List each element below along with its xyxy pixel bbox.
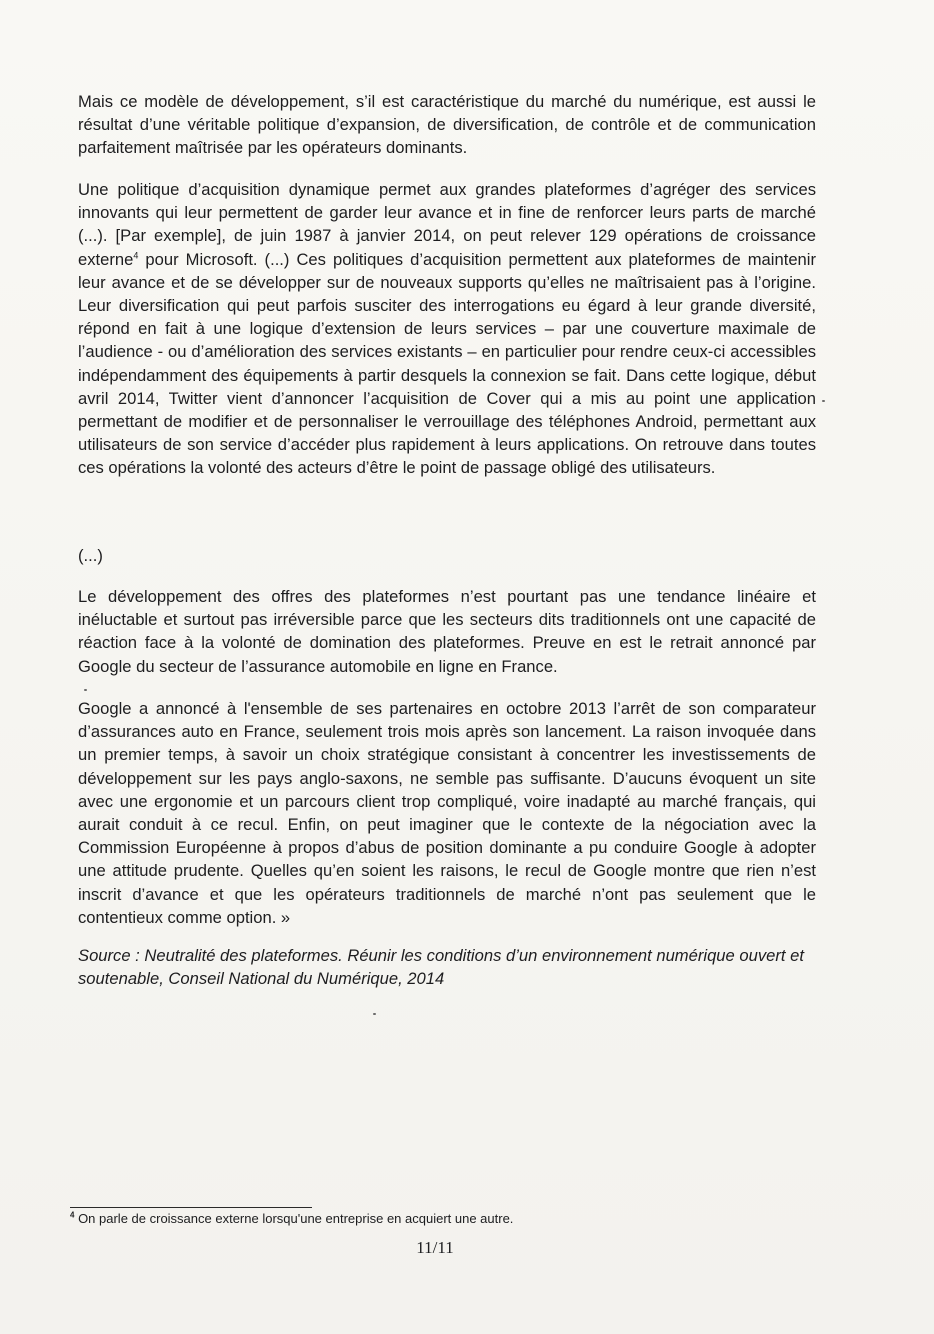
source-citation [78,944,816,990]
paragraph-acquisition-policy [78,178,816,480]
paper-speck [373,1013,376,1015]
footnote [70,1211,630,1227]
ellipsis-paragraph: (...) [78,546,103,565]
footnote-text: On parle de croissance externe lorsqu'une entreprise en acquiert une autre. [74,1211,514,1226]
paragraph-offer-development: Le développement des offres des plateformes n’est pourtant pas une tendance linéaire et inéluctable et surtout pas irréversible parce que les secteurs dits traditionnels ont une capacité de réaction face à la volonté de domination des plateformes. Preuve en est le retrait annoncé par Google du secteur de l’assurance automobile en ligne en France. [78,587,816,676]
paragraph-acquisition-policy-part-2: pour Microsoft. (...) Ces politiques d’acquisition permettent aux plateformes de maintenir leur avance et de se développer sur de nouveaux supports qu’elles ne maîtrisaient pas à l’origine. Leur diversification qui peut parfois susciter des interrogations eu égard à leur grande diversité, répond en fait à une logique d’extension de leurs services – par une couverture maximale de l’audience - ou d’amélioration des services existants – en particulier pour rendre ceux-ci accessibles indépendamment des équipements à partir desquels la connexion se fait. Dans cette logique, début avril 2014, Twitter vient d’annoncer l’acquisition de Cover qui a mis au point une application permettant de modifier et de personnaliser le verrouillage des téléphones Android, permettant aux utilisateurs de son service d’accéder plus rapidement à leurs applications. On retrouve dans toutes ces opérations la volonté des acteurs d’être le point de passage obligé des utilisateurs. [78,249,816,478]
paper-speck [822,400,825,402]
source-text: Neutralité des plateformes. Réunir les conditions d’un environnement numérique ouvert et soutenable, Conseil National du Numérique, 2014 [78,946,804,989]
footnote-reference: 4 [133,250,139,261]
paper-speck [84,689,87,691]
footnote-number: 4 [70,1210,75,1220]
page-number: 11/11 [416,1238,454,1257]
paragraph-platform-development-model: Mais ce modèle de développement, s’il est caractéristique du marché du numérique, est aussi le résultat d’une véritable politique d’expansion, de diversification, de contrôle et de communication parfaitement maîtrisée par les opérateurs dominants. [78,92,816,158]
footnote-divider [70,1207,312,1208]
source-label: Source : [78,946,140,965]
paragraph-google-insurance: Google a annoncé à l'ensemble de ses partenaires en octobre 2013 l’arrêt de son comparateur d’assurances auto en France, seulement trois mois après son lancement. La raison invoquée dans un premier temps, à savoir un choix stratégique consistant à concentrer les investissements de développement sur les pays anglo-saxons, ne semble pas suffisante. D’aucuns évoquent un site avec une ergonomie et un parcours client trop compliqué, voire inadapté au marché français, qui aurait conduit à ce recul. Enfin, on peut imaginer que le contexte de la négociation avec la Commission Européenne à propos d’abus de position dominante a pu conduire Google à adopter une attitude prudente. Quelles qu’en soient les raisons, le recul de Google montre que rien n’est inscrit d’avance et que les opérateurs traditionnels de marché n’ont pas seulement que le contentieux comme option. » [78,699,816,927]
paragraph-acquisition-policy-part-1: Une politique d’acquisition dynamique permet aux grandes plateformes d’agréger des services innovants qui leur permettent de garder leur avance et in fine de renforcer leurs parts de marché (...). [Par exemple], de juin 1987 à janvier 2014, on peut relever 129 opérations de croissance externe [78,180,816,269]
